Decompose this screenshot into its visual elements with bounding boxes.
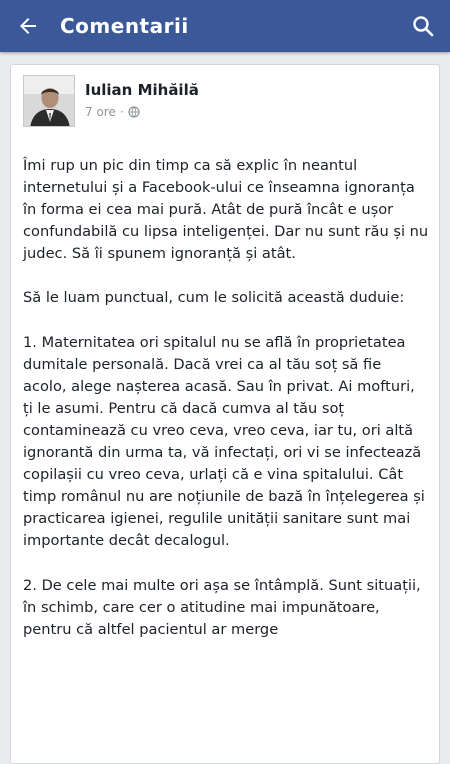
app-bar (0, 0, 450, 52)
post-card (10, 64, 440, 764)
post-meta (85, 105, 199, 119)
avatar[interactable] (23, 75, 75, 127)
author-name[interactable]: Iulian Mihăilă (85, 81, 199, 99)
search-button[interactable] (396, 0, 450, 52)
avatar-image (24, 76, 75, 127)
post-paragraph: 2. De cele mai multe ori așa se întâmplă. Sunt situații, în schimb, care cer o atitudine mai impunătoare, pentru că altfel pacientul ar merge (23, 576, 421, 638)
post-paragraph: 1. Maternitatea ori spitalul nu se află în proprietatea dumitale personală. Dacă vrei ca al tău soț să fie acolo, alege nașterea acasă. Sau în privat. Ai mofturi, ți le asumi. Pentru că dacă cumva al tău soț contaminează cu vreo ceva, vreo ceva, iar tu, ori altă ignorantă din urma ta, vă infectați, ori vi se infectează copilașii cu vreo ceva, urlați că e vina spitalului. Cât timp românul nu are noțiunile de bază în înțelegerea și practicarea igienei, regulile unității sanitare sunt mai importante decât decalogul. (23, 333, 425, 550)
arrow-left-icon (16, 14, 40, 38)
globe-icon (128, 106, 140, 118)
post-header (11, 65, 439, 127)
page-title: Comentarii (60, 14, 189, 38)
post-body (11, 127, 439, 641)
author-block (75, 75, 199, 119)
post-paragraph: Să le luam punctual, cum le solicită această duduie: (23, 289, 405, 307)
search-icon (411, 14, 435, 38)
post-time[interactable]: 7 ore (85, 105, 116, 119)
post-paragraph: Îmi rup un pic din timp ca să explic în neantul internetului și a Facebook-ului ce înseamna ignoranța în forma ei cea mai pură. Atât de pură încât e ușor confundabilă cu lipsa inteligenței. Dar nu sunt rău și nu judec. Să îi spunem ignoranță și atât. (23, 157, 429, 263)
meta-separator: · (119, 105, 124, 119)
back-button[interactable] (0, 0, 56, 52)
